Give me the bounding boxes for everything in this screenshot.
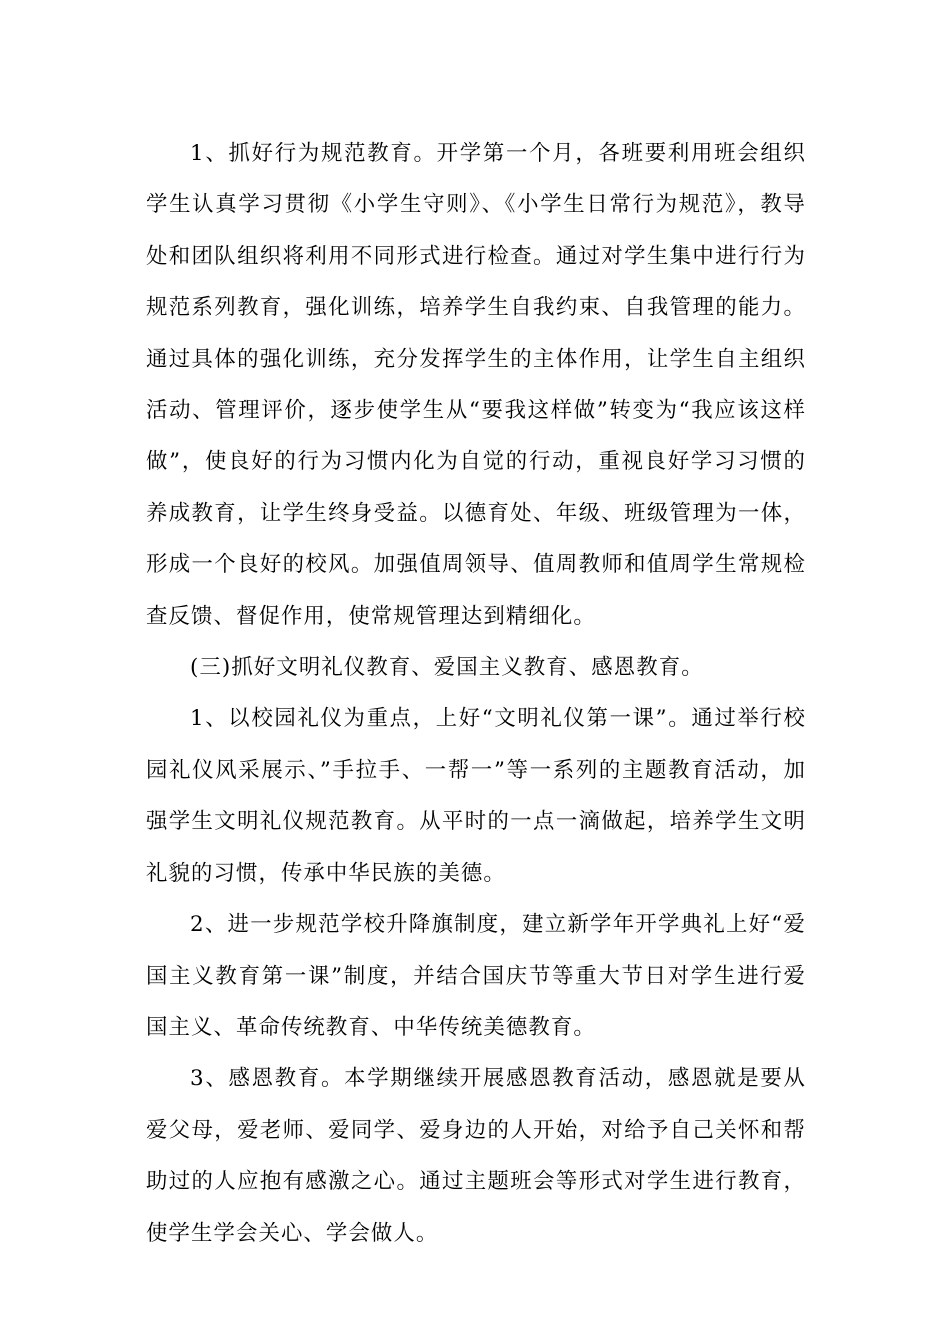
paragraph-flag-ceremony: 2、进一步规范学校升降旗制度，建立新学年开学典礼上好“爱国主义教育第一课”制度，并结合国庆节等重大节日对学生进行爱国主义、革命传统教育、中华传统美德教育。	[146, 912, 806, 1040]
section-heading-etiquette: (三)抓好文明礼仪教育、爱国主义教育、感恩教育。	[190, 655, 704, 681]
paragraph-gratitude: 3、感恩教育。本学期继续开展感恩教育活动，感恩就是要从爱父母，爱老师、爱同学、爱身边的人开始，对给予自己关怀和帮助过的人应抱有感激之心。通过主题班会等形式对学生进行教育，使学生学会关心、学会做人。	[146, 1066, 806, 1246]
paragraph-campus-etiquette: 1、以校园礼仪为重点，上好“文明礼仪第一课”。通过举行校园礼仪风采展示、”手拉手、一帮一”等一系列的主题教育活动，加强学生文明礼仪规范教育。从平时的一点一滴做起，培养学生文明礼貌的习惯，传承中华民族的美德。	[146, 706, 806, 886]
paragraph-behavior-norms: 1、抓好行为规范教育。开学第一个月，各班要利用班会组织学生认真学习贯彻《小学生守则》、《小学生日常行为规范》，教导处和团队组织将利用不同形式进行检查。通过对学生集中进行行为规范系列教育，强化训练，培养学生自我约束、自我管理的能力。通过具体的强化训练，充分发挥学生的主体作用，让学生自主组织活动、管理评价，逐步使学生从“要我这样做”转变为“我应该这样做”，使良好的行为习惯内化为自觉的行动，重视良好学习习惯的养成教育，让学生终身受益。以德育处、年级、班级管理为一体，形成一个良好的校风。加强值周领导、值周教师和值周学生常规检查反馈、督促作用，使常规管理达到精细化。	[146, 141, 806, 629]
document-body	[146, 128, 806, 1259]
